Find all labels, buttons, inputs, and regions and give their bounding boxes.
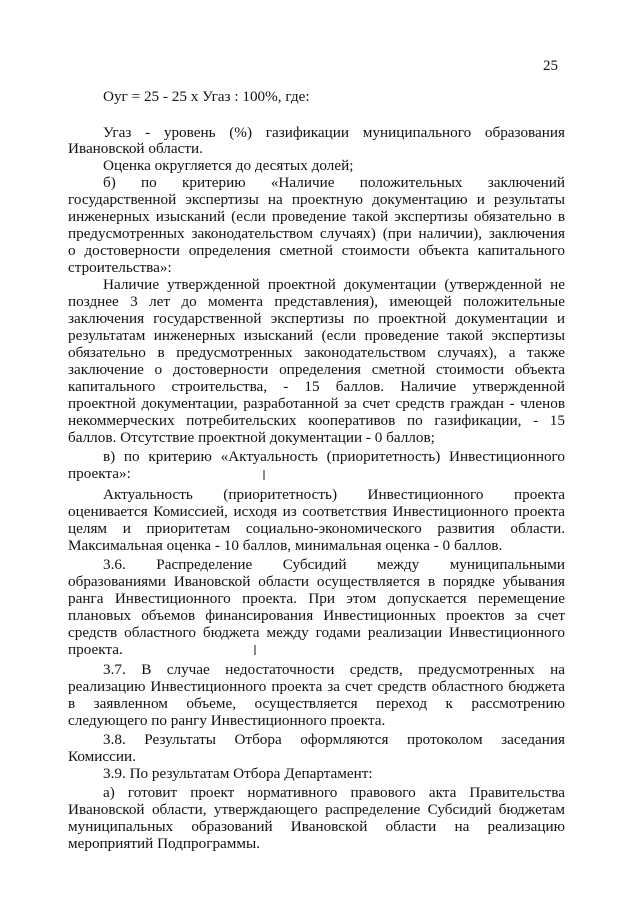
text-line: следующего по рангу Инвестиционного проекта. [68, 712, 386, 729]
text-line: некоммерческих потребительских кооперативов по газификации, - 15 [68, 412, 565, 429]
text-line: б) по критерию «Наличие положительных заключений [103, 174, 565, 191]
text-line: обязательно в предусмотренных законодательством случаях), а также [68, 344, 565, 361]
text-line: государственной экспертизы на проектную документацию и результаты [68, 191, 565, 208]
text-line: Оценка округляется до десятых долей; [103, 157, 354, 174]
text-line: 3.6. Распределение Субсидий между муниципальными [103, 556, 565, 573]
text-line: образованиями Ивановской области осуществляется в порядке убывания [68, 573, 565, 590]
text-line: 3.9. По результатам Отбора Департамент: [103, 765, 373, 782]
formula: Оуг = 25 - 25 х Угаз : 100%, где: [103, 88, 310, 105]
text-line: Актуальность (приоритетность) Инвестиционного проекта [103, 486, 565, 503]
text-line: Комиссии. [68, 748, 136, 765]
text-line: инженерных изысканий (если проведение такой экспертизы обязательно в [68, 208, 565, 225]
scan-mark [263, 470, 265, 480]
text-line: предусмотренных законодательством случаях) (при наличии), заключения [68, 225, 565, 242]
text-line: заключение о достоверности определения сметной стоимости объекта [68, 361, 565, 378]
text-line: капитального строительства, - 15 баллов. Наличие утвержденной [68, 378, 565, 395]
text-line: муниципальных образований Ивановской области на реализацию [68, 818, 565, 835]
text-line: проектной документации, разработанной за счет средств граждан - членов [68, 395, 565, 412]
text-line: позднее 3 лет до момента представления), имеющей положительные [68, 293, 565, 310]
text-line: Наличие утвержденной проектной документации (утвержденной не [103, 276, 565, 293]
text-line: ранга Инвестиционного проекта. При этом допускается перемещение [68, 590, 565, 607]
text-line: в) по критерию «Актуальность (приоритетность) Инвестиционного [103, 448, 565, 465]
text-line: оценивается Комиссией, исходя из соответствия Инвестиционного проекта [68, 503, 565, 520]
text-line: Угаз - уровень (%) газификации муниципального образования [103, 124, 565, 141]
text-line: проекта»: [68, 465, 131, 482]
text-line: 3.7. В случае недостаточности средств, предусмотренных на [103, 661, 565, 678]
text-line: строительства»: [68, 259, 172, 276]
text-line: средств областного бюджета между годами реализации Инвестиционного [68, 624, 565, 641]
text-line: баллов. Отсутствие проектной документации - 0 баллов; [68, 429, 435, 446]
text-line: Максимальная оценка - 10 баллов, минимальная оценка - 0 баллов. [68, 537, 503, 554]
text-line: а) готовит проект нормативного правового акта Правительства [103, 784, 565, 801]
text-line: целям и приоритетам социально-экономического развития области. [68, 520, 565, 537]
text-line: плановых объемов финансирования Инвестиционных проектов за счет [68, 607, 565, 624]
scan-mark [254, 645, 256, 655]
text-line: результатам инженерных изысканий (если проведение такой экспертизы [68, 327, 565, 344]
text-line: Ивановской области, утверждающего распределение Субсидий бюджетам [68, 801, 565, 818]
text-line: о достоверности определения сметной стоимости объекта капитального [68, 242, 565, 259]
text-line: в заявленном объеме, осуществляется переход к рассмотрению [68, 695, 565, 712]
text-line: мероприятий Подпрограммы. [68, 835, 261, 852]
text-line: Ивановской области. [68, 140, 203, 157]
text-line: заключения государственной экспертизы по проектной документации и [68, 310, 565, 327]
text-line: проекта. [68, 641, 123, 658]
page-number: 25 [543, 58, 558, 74]
text-line: реализацию Инвестиционного проекта за счет средств областного бюджета [68, 678, 565, 695]
text-line: 3.8. Результаты Отбора оформляются протоколом заседания [103, 731, 565, 748]
